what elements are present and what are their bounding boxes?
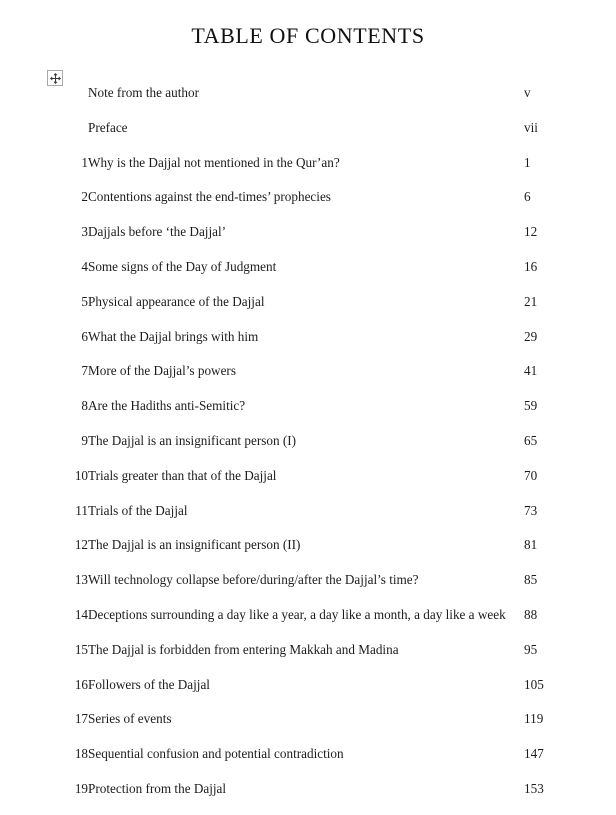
page-number: 81 (524, 537, 538, 553)
table-row[interactable] (0, 571, 616, 606)
table-row[interactable] (0, 745, 616, 780)
entry-title[interactable]: Trials of the Dajjal (88, 502, 188, 518)
page-number: 88 (524, 606, 538, 622)
table-row[interactable] (0, 328, 616, 363)
entry-title[interactable]: Why is the Dajjal not mentioned in the Qur’an? (88, 154, 340, 170)
entry-title[interactable]: Preface (88, 119, 128, 135)
table-row[interactable] (0, 362, 616, 397)
page-title: TABLE OF CONTENTS (191, 23, 425, 48)
table-row[interactable] (0, 502, 616, 537)
table-row[interactable] (0, 432, 616, 467)
table-row[interactable] (0, 258, 616, 293)
page-number: 105 (524, 676, 544, 692)
page-number: 29 (524, 328, 538, 344)
page-number: 65 (524, 432, 538, 448)
table-row[interactable] (0, 606, 616, 641)
entry-title[interactable]: Protection from the Dajjal (88, 780, 227, 796)
page-number: 41 (524, 363, 538, 379)
entry-title[interactable]: Deceptions surrounding a day like a year, a day like a month, a day like a week (88, 606, 506, 622)
entry-title[interactable]: Will technology collapse before/during/after the Dajjal’s time? (88, 572, 419, 588)
table-row[interactable] (0, 467, 616, 502)
table-row[interactable] (0, 641, 616, 676)
chapter-number: 1 (81, 154, 88, 170)
page-number: 147 (524, 746, 544, 762)
table-of-contents (0, 84, 616, 815)
table-row[interactable] (0, 223, 616, 258)
move-cross-icon (50, 73, 61, 84)
entry-title[interactable]: Sequential confusion and potential contradiction (88, 746, 344, 762)
chapter-number: 17 (74, 711, 88, 727)
entry-title[interactable]: Some signs of the Day of Judgment (88, 258, 277, 274)
chapter-number: 9 (81, 432, 88, 448)
chapter-number: 5 (81, 293, 88, 309)
entry-title[interactable]: What the Dajjal brings with him (88, 328, 259, 344)
table-row[interactable] (0, 397, 616, 432)
table-row[interactable] (0, 119, 616, 154)
entry-title[interactable]: Series of events (88, 711, 172, 727)
page-number: vii (524, 119, 538, 135)
page-number: 119 (524, 711, 544, 727)
page-number: 70 (524, 467, 538, 483)
chapter-number: 8 (81, 398, 88, 414)
page-number: 85 (524, 572, 538, 588)
table-row[interactable] (0, 154, 616, 189)
chapter-number: 6 (81, 328, 88, 344)
chapter-number: 2 (81, 189, 88, 205)
entry-title[interactable]: More of the Dajjal’s powers (88, 363, 236, 379)
page-number: 21 (524, 293, 538, 309)
chapter-number (0, 119, 88, 154)
table-row[interactable] (0, 84, 616, 119)
table-row[interactable] (0, 676, 616, 711)
entry-title[interactable]: Followers of the Dajjal (88, 676, 210, 692)
entry-title[interactable]: Note from the author (88, 85, 199, 100)
entry-title[interactable]: Physical appearance of the Dajjal (88, 293, 265, 309)
chapter-number: 12 (74, 537, 88, 553)
chapter-number: 13 (74, 572, 88, 588)
page-number: 59 (524, 398, 538, 414)
chapter-number: 10 (74, 467, 88, 483)
page-number: 6 (524, 189, 531, 205)
entry-title[interactable]: The Dajjal is an insignificant person (I) (88, 432, 297, 448)
table-row[interactable] (0, 293, 616, 328)
chapter-number: 19 (74, 780, 88, 796)
chapter-number: 11 (75, 502, 88, 518)
chapter-number: 15 (74, 641, 88, 657)
page-number: 12 (524, 224, 538, 240)
page-number: 73 (524, 502, 538, 518)
table-row[interactable] (0, 710, 616, 745)
table-row[interactable] (0, 188, 616, 223)
toc-body (0, 84, 616, 815)
chapter-number: 16 (74, 676, 88, 692)
page-number: v (524, 85, 531, 100)
entry-title[interactable]: Are the Hadiths anti-Semitic? (88, 398, 246, 414)
entry-title[interactable]: The Dajjal is forbidden from entering Makkah and Madina (88, 641, 399, 657)
page-number: 95 (524, 641, 538, 657)
page-number: 153 (524, 780, 544, 796)
page-number: 16 (524, 258, 538, 274)
chapter-number: 7 (81, 363, 88, 379)
chapter-number (0, 84, 88, 119)
table-row[interactable] (0, 536, 616, 571)
chapter-number: 4 (81, 258, 88, 274)
chapter-number: 3 (81, 224, 88, 240)
chapter-number: 14 (74, 606, 88, 622)
entry-title[interactable]: Trials greater than that of the Dajjal (88, 467, 277, 483)
entry-title[interactable]: Dajjals before ‘the Dajjal’ (88, 224, 227, 240)
page-number: 1 (524, 154, 531, 170)
entry-title[interactable]: Contentions against the end-times’ prophecies (88, 189, 331, 205)
table-row[interactable] (0, 780, 616, 815)
entry-title[interactable]: The Dajjal is an insignificant person (II) (88, 537, 301, 553)
chapter-number: 18 (74, 746, 88, 762)
